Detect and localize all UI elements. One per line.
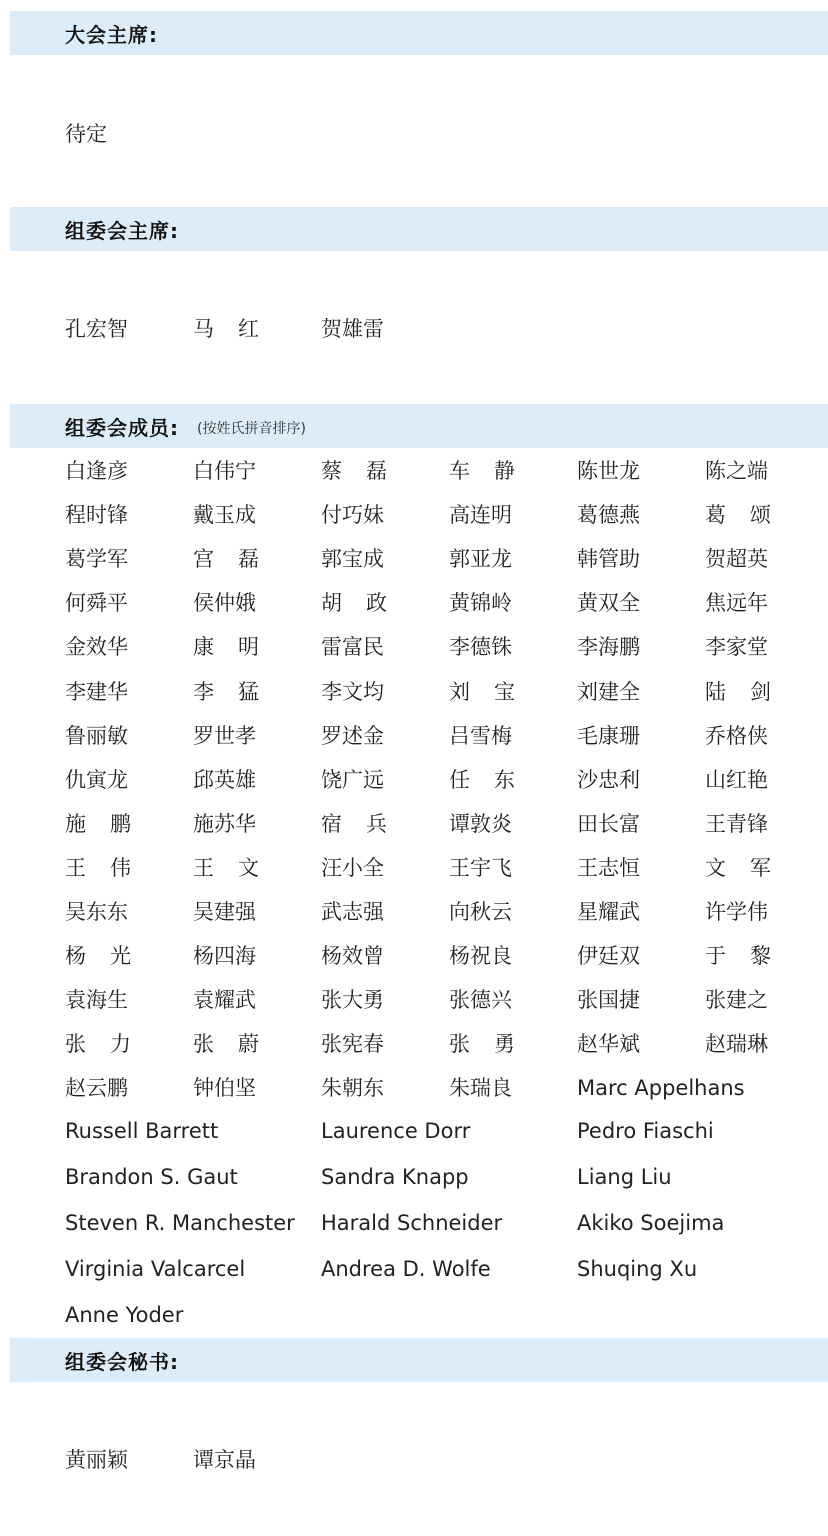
member-name: 焦远年 xyxy=(705,591,768,615)
member-name: 李建华 xyxy=(65,680,128,704)
member-name-english: Steven R. Manchester xyxy=(65,1211,295,1235)
member-name: 施苏华 xyxy=(193,812,256,836)
section-header-org-chair xyxy=(10,207,828,251)
member-name: 于 黎 xyxy=(705,944,771,968)
member-name-english: Pedro Fiaschi xyxy=(577,1119,714,1143)
member-name: 白伟宁 xyxy=(193,459,256,483)
member-name: 张德兴 xyxy=(449,988,512,1012)
member-name: 王 伟 xyxy=(65,856,131,880)
member-name: 谭敦炎 xyxy=(449,812,512,836)
member-name: 陈之端 xyxy=(705,459,768,483)
member-name: 张国捷 xyxy=(577,988,640,1012)
member-name: 王 文 xyxy=(193,856,259,880)
member-name: 张 蔚 xyxy=(193,1032,259,1056)
member-name: 郭亚龙 xyxy=(449,547,512,571)
member-name: 宫 磊 xyxy=(193,547,259,571)
member-name: 张宪春 xyxy=(321,1032,384,1056)
member-name: 邱英雄 xyxy=(193,768,256,792)
member-name: 施 鹏 xyxy=(65,812,131,836)
member-name: 袁耀武 xyxy=(193,988,256,1012)
member-name: 刘建全 xyxy=(577,680,640,704)
member-name: 吴东东 xyxy=(65,900,128,924)
member-name: 戴玉成 xyxy=(193,503,256,527)
member-name: 文 军 xyxy=(705,856,771,880)
member-name: 车 静 xyxy=(449,459,515,483)
member-name: 张大勇 xyxy=(321,988,384,1012)
member-name: 胡 政 xyxy=(321,591,387,615)
member-name: 任 东 xyxy=(449,768,515,792)
section-title: 组委会成员: xyxy=(65,415,179,440)
member-name-english: Harald Schneider xyxy=(321,1211,503,1235)
member-name: 沙忠利 xyxy=(577,768,640,792)
member-name: 侯仲娥 xyxy=(193,591,256,615)
member-name: 乔格侠 xyxy=(705,724,768,748)
member-name: 付巧妹 xyxy=(321,503,384,527)
member-name: 白逢彦 xyxy=(65,459,128,483)
member-name: 高连明 xyxy=(449,503,512,527)
member-name-english: Shuqing Xu xyxy=(577,1257,698,1281)
member-name: 何舜平 xyxy=(65,591,128,615)
member-name: 程时锋 xyxy=(65,503,128,527)
member-name: 星耀武 xyxy=(577,900,640,924)
member-name-english: Liang Liu xyxy=(577,1165,672,1189)
member-name: 金效华 xyxy=(65,635,128,659)
member-name: 钟伯坚 xyxy=(193,1076,256,1100)
member-name-english: Marc Appelhans xyxy=(577,1076,745,1100)
member-name: 仇寅龙 xyxy=(65,768,128,792)
member-name: 黄丽颖 xyxy=(65,1448,128,1472)
member-name-english: Laurence Dorr xyxy=(321,1119,471,1143)
section-header-org-secretary xyxy=(10,1338,828,1382)
member-name-english: Sandra Knapp xyxy=(321,1165,469,1189)
member-name: 伊廷双 xyxy=(577,944,640,968)
member-name: 朱瑞良 xyxy=(449,1076,512,1100)
member-name: 韩管助 xyxy=(577,547,640,571)
member-name: 张 力 xyxy=(65,1032,131,1056)
member-name: 陆 剑 xyxy=(705,680,771,704)
section-title: 大会主席: xyxy=(65,22,158,47)
member-name: 黄双全 xyxy=(577,591,640,615)
member-name: 武志强 xyxy=(321,900,384,924)
member-name: 赵华斌 xyxy=(577,1032,640,1056)
member-name: 贺超英 xyxy=(705,547,768,571)
section-title: 组委会秘书: xyxy=(65,1349,179,1374)
member-name: 李海鹏 xyxy=(577,635,640,659)
member-name: 吴建强 xyxy=(193,900,256,924)
member-name: 吕雪梅 xyxy=(449,724,512,748)
member-name: 康 明 xyxy=(193,635,259,659)
member-name: 罗述金 xyxy=(321,724,384,748)
section-note: (按姓氏拼音排序) xyxy=(197,420,306,437)
member-name: 宿 兵 xyxy=(321,812,387,836)
member-name: 杨四海 xyxy=(193,944,256,968)
member-name: 饶广远 xyxy=(321,768,384,792)
member-name: 黄锦岭 xyxy=(449,591,512,615)
member-name: 袁海生 xyxy=(65,988,128,1012)
member-name: 杨祝良 xyxy=(449,944,512,968)
member-name: 向秋云 xyxy=(449,900,512,924)
member-name: 杨效曾 xyxy=(321,944,384,968)
member-name: 李德铢 xyxy=(449,635,512,659)
member-name: 葛德燕 xyxy=(577,503,640,527)
section-header-org-members xyxy=(10,404,828,448)
member-name: 许学伟 xyxy=(705,900,768,924)
member-name: 张 勇 xyxy=(449,1032,515,1056)
member-name-english: Akiko Soejima xyxy=(577,1211,725,1235)
member-name: 孔宏智 xyxy=(65,317,128,341)
member-name: 毛康珊 xyxy=(577,724,640,748)
member-name: 陈世龙 xyxy=(577,459,640,483)
member-name: 谭京晶 xyxy=(193,1448,256,1472)
member-name: 汪小全 xyxy=(321,856,384,880)
member-name: 李家堂 xyxy=(705,635,768,659)
member-name: 雷富民 xyxy=(321,635,384,659)
member-name: 王志恒 xyxy=(577,856,640,880)
member-name: 马 红 xyxy=(193,317,259,341)
section-title: 组委会主席: xyxy=(65,218,179,243)
member-name: 葛学军 xyxy=(65,547,128,571)
congress-chair-content: 待定 xyxy=(65,122,107,146)
member-name: 田长富 xyxy=(577,812,640,836)
section-header-congress-chair xyxy=(10,11,828,55)
member-name-english: Andrea D. Wolfe xyxy=(321,1257,491,1281)
member-name: 鲁丽敏 xyxy=(65,724,128,748)
member-name: 蔡 磊 xyxy=(321,459,387,483)
member-name-english: Anne Yoder xyxy=(65,1303,184,1327)
member-name: 贺雄雷 xyxy=(321,317,384,341)
member-name-english: Virginia Valcarcel xyxy=(65,1257,246,1281)
member-name: 赵瑞琳 xyxy=(705,1032,768,1056)
member-name: 张建之 xyxy=(705,988,768,1012)
member-name: 赵云鹏 xyxy=(65,1076,128,1100)
member-name: 李文均 xyxy=(321,680,384,704)
member-name: 杨 光 xyxy=(65,944,131,968)
member-name: 王青锋 xyxy=(705,812,768,836)
member-name: 朱朝东 xyxy=(321,1076,384,1100)
member-name: 李 猛 xyxy=(193,680,259,704)
member-name-english: Brandon S. Gaut xyxy=(65,1165,238,1189)
member-name-english: Russell Barrett xyxy=(65,1119,219,1143)
member-name: 王宇飞 xyxy=(449,856,512,880)
member-name: 葛 颂 xyxy=(705,503,771,527)
member-name: 刘 宝 xyxy=(449,680,515,704)
member-name: 郭宝成 xyxy=(321,547,384,571)
member-name: 山红艳 xyxy=(705,768,768,792)
member-name: 罗世孝 xyxy=(193,724,256,748)
